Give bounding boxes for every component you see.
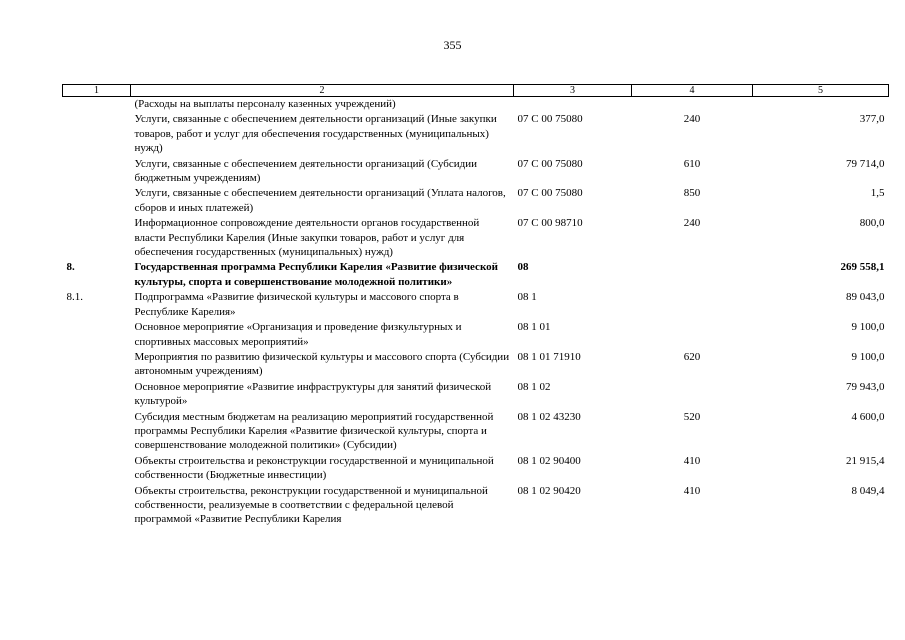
description-cell: Услуги, связанные с обеспечением деятельности организаций (Иные закупки товаров, работ и услуг для обеспечения государственных (муниципальных) нужд) — [134, 113, 497, 155]
column-header: 4 — [632, 85, 753, 97]
amount-cell: 4 600,0 — [851, 410, 885, 423]
table-row — [63, 380, 889, 410]
table-row — [63, 186, 889, 216]
header-row — [63, 85, 889, 97]
description-cell: Объекты строительства и реконструкции государственной и муниципальной собственности (Бюджетные инвестиции) — [134, 454, 494, 482]
code-cell: 08 1 01 — [517, 321, 551, 334]
code-cell: 08 1 01 71910 — [517, 350, 581, 363]
description-cell: Услуги, связанные с обеспечением деятельности организаций (Субсидии бюджетным учреждениям) — [134, 157, 477, 185]
table-row — [63, 484, 889, 528]
code-cell: 07 С 00 75080 — [517, 113, 583, 126]
row-number-cell — [63, 350, 131, 380]
code-cell: 08 1 02 — [517, 380, 551, 393]
table-row — [63, 157, 889, 187]
amount-cell: 79 714,0 — [846, 157, 885, 170]
amount-cell — [753, 97, 889, 113]
amount-cell: 9 100,0 — [851, 321, 885, 334]
description-cell: Подпрограмма «Развитие физической культуры и массового спорта в Республике Карелия» — [134, 291, 459, 318]
row-number-cell — [63, 157, 131, 187]
description-cell: Информационное сопровождение деятельности органов государственной власти Республики Карелия (Иные закупки товаров, работ и услуг для обеспечения государственных (муниципальных) нужд) — [134, 217, 480, 259]
expense-type-cell — [632, 97, 753, 113]
expense-type-cell: 620 — [683, 350, 701, 363]
description-cell: Объекты строительства, реконструкции государственной и муниципальной собственности, реализуемые в соответствии с федеральной целевой программой «Развитие Республики Карелия — [134, 484, 488, 526]
description-cell: Субсидия местным бюджетам на реализацию мероприятий государственной программы Республики Карелия «Развитие физической культуры, спорта и совершенствование молодежной политики» (Субсидии) — [134, 410, 494, 452]
code-cell: 08 1 — [517, 291, 537, 304]
table-row — [63, 260, 889, 290]
table-row — [63, 410, 889, 454]
description-cell: Мероприятия по развитию физической культуры и массового спорта (Субсидии автономным учреждениям) — [134, 350, 510, 378]
expense-type-cell: 240 — [683, 113, 701, 126]
column-header: 3 — [514, 85, 632, 97]
description-cell: Основное мероприятие «Развитие инфраструктуры для занятий физической культурой» — [134, 380, 492, 408]
expense-type-cell — [632, 260, 753, 290]
amount-cell: 377,0 — [859, 113, 885, 126]
table-row — [63, 290, 889, 320]
code-cell: 08 1 02 90420 — [517, 484, 581, 497]
code-cell: 08 — [517, 261, 529, 274]
code-cell: 07 С 00 98710 — [517, 217, 583, 230]
code-cell: 08 1 02 90400 — [517, 454, 581, 467]
table-row — [63, 454, 889, 484]
amount-cell: 21 915,4 — [846, 454, 885, 467]
description-cell: Государственная программа Республики Карелия «Развитие физической культуры, спорта и совершенствование молодежной политики» — [134, 261, 498, 288]
table-row — [63, 320, 889, 350]
table-row — [63, 112, 889, 156]
row-number-cell — [63, 216, 131, 260]
description-cell: Основное мероприятие «Организация и проведение физкультурных и спортивных массовых мероприятий» — [134, 321, 462, 348]
row-number-cell — [63, 484, 131, 528]
row-number-cell — [63, 410, 131, 454]
row-number-cell: 8.1. — [66, 291, 83, 304]
amount-cell: 800,0 — [859, 217, 885, 230]
amount-cell: 1,5 — [870, 187, 885, 200]
amount-cell: 79 943,0 — [846, 380, 885, 393]
code-cell: 07 С 00 75080 — [517, 187, 583, 200]
column-header: 1 — [63, 85, 131, 97]
expense-type-cell — [632, 290, 753, 320]
column-header: 5 — [753, 85, 889, 97]
expense-type-cell: 610 — [683, 157, 701, 170]
column-header: 2 — [131, 85, 514, 97]
row-number-cell — [63, 320, 131, 350]
amount-cell: 8 049,4 — [851, 484, 885, 497]
table-row — [63, 216, 889, 260]
row-number-cell — [63, 380, 131, 410]
row-number-cell — [63, 186, 131, 216]
table-row — [63, 350, 889, 380]
row-number-cell — [63, 112, 131, 156]
expense-type-cell — [632, 380, 753, 410]
code-cell: 07 С 00 75080 — [517, 157, 583, 170]
amount-cell: 269 558,1 — [840, 261, 885, 274]
table-row — [63, 97, 889, 113]
expense-type-cell — [632, 320, 753, 350]
code-cell — [514, 97, 632, 113]
budget-table — [62, 84, 889, 528]
description-cell: Услуги, связанные с обеспечением деятельности организаций (Уплата налогов, сборов и иных платежей) — [134, 187, 506, 214]
code-cell: 08 1 02 43230 — [517, 410, 581, 423]
expense-type-cell: 410 — [683, 484, 701, 497]
page-number: 355 — [443, 38, 462, 52]
description-cell: (Расходы на выплаты персоналу казенных учреждений) — [134, 98, 396, 110]
row-number-cell — [63, 97, 131, 113]
expense-type-cell: 410 — [683, 454, 701, 467]
expense-type-cell: 850 — [683, 187, 701, 200]
amount-cell: 89 043,0 — [846, 291, 885, 304]
row-number-cell — [63, 454, 131, 484]
expense-type-cell: 520 — [683, 410, 701, 423]
amount-cell: 9 100,0 — [851, 350, 885, 363]
expense-type-cell: 240 — [683, 217, 701, 230]
row-number-cell: 8. — [66, 261, 75, 274]
